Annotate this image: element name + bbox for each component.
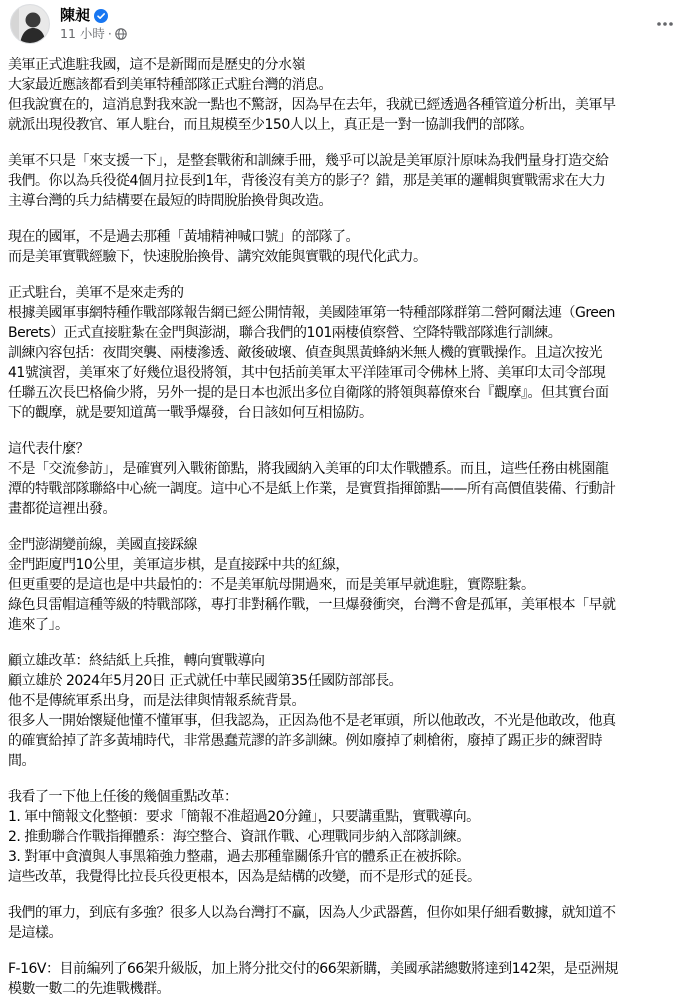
post-text-line: 金門澎湖變前線，美國直接踩線 <box>8 537 197 553</box>
verified-badge-icon <box>94 8 108 22</box>
meta-separator: · <box>107 26 112 41</box>
post-paragraph <box>8 535 688 635</box>
post-paragraph <box>8 903 688 943</box>
post-text-line: 模數一數二的先進戰機群。 <box>8 981 170 997</box>
post-paragraph <box>8 227 688 267</box>
post-paragraph <box>8 55 688 135</box>
post-text-line: 顧立雄於 2024年5月20日 正式就任中華民國第35任國防部部長。 <box>8 673 403 689</box>
post-text-line: F-16V：目前編列了66架升級版，加上將分批交付的66架新購，美國承諾總數將達到142架，是亞洲規 <box>8 961 618 977</box>
avatar-image <box>11 5 50 44</box>
author-row <box>60 6 127 24</box>
post-paragraph <box>8 151 688 211</box>
post-text-line: 不是「交流參訪」，是確實列入戰術節點，將我國納入美軍的印太作戰體系。而且，這些任務由桃園龍 <box>8 461 609 477</box>
more-dots-icon <box>655 14 675 34</box>
post-text-line: 進來了」。 <box>8 617 69 633</box>
post-text-line: 就派出現役教官、軍人駐台，而且規模至少150人以上，真正是一對一協訓我們的部隊。 <box>8 117 533 133</box>
post-text-line: 主導台灣的兵力結構要在最短的時間脫胎換骨與改造。 <box>8 193 332 209</box>
post-text-line: 美軍不只是「來支援一下」，是整套戰術和訓練手冊，幾乎可以說是美軍原汁原味為我們量身打造交給 <box>8 153 609 169</box>
globe-icon[interactable] <box>115 28 127 40</box>
post-paragraph <box>8 439 688 519</box>
post-body <box>8 55 688 999</box>
post-text-line: 現在的國軍，不是過去那種「黃埔精神喊口號」的部隊了。 <box>8 229 359 245</box>
post-text-line: 根據美國軍事網特種作戰部隊報告網已經公開情報，美國陸軍第一特種部隊群第二營阿爾法連（Green <box>8 305 615 321</box>
post-text-line: 畫都從這裡出發。 <box>8 501 116 517</box>
post-text-line: 他不是傳統軍系出身，而是法律與情報系統背景。 <box>8 693 305 709</box>
post-text-line: 41號演習，美軍來了好幾位退役將領，其中包括前美軍太平洋陸軍司令佛林上將、美軍印太司令部現 <box>8 365 606 381</box>
post-text-line: 很多人一開始懷疑他懂不懂軍事，但我認為，正因為他不是老軍頭，所以他敢改，不光是他敢改，他真 <box>8 713 616 729</box>
post-paragraph <box>8 959 688 999</box>
post-text-line: 2. 推動聯合作戰指揮體系：海空整合、資訊作戰、心理戰同步納入部隊訓練。 <box>8 829 470 845</box>
post-text-line: 潭的特戰部隊聯絡中心統一調度。這中心不是紙上作業，是實質指揮節點——所有高價值裝備、行動計 <box>8 481 616 497</box>
post-text-line: 訓練內容包括：夜間突襲、兩棲滲透、敵後破壞、偵查與黑黃蜂納米無人機的實戰操作。且這次按光 <box>8 345 602 361</box>
post-header <box>8 0 693 52</box>
post-text-line: 這代表什麼？ <box>8 441 89 457</box>
post-text-line: 綠色貝雷帽這種等級的特戰部隊，專打非對稱作戰，一旦爆發衝突，台灣不會是孤軍，美軍根本「早就 <box>8 597 616 613</box>
post-paragraph <box>8 787 688 887</box>
post-paragraph <box>8 651 688 771</box>
post-text-line: 顧立雄改革：終結紙上兵推，轉向實戰導向 <box>8 653 265 669</box>
post-text-line: 這些改革，我覺得比拉長兵役更根本，因為是結構的改變，而不是形式的延長。 <box>8 869 481 885</box>
post-text-line: 1. 軍中簡報文化整頓：要求「簡報不准超過20分鐘」，只要講重點，實戰導向。 <box>8 809 480 825</box>
post-text-line: 正式駐台，美軍不是來走秀的 <box>8 285 184 301</box>
post-timestamp[interactable]: 11 小時 <box>60 26 105 41</box>
post-text-line: 但我說實在的，這消息對我來說一點也不驚訝，因為早在去年，我就已經透過各種管道分析出，美軍早 <box>8 97 616 113</box>
post-text-line: 但更重要的是這也是中共最怕的：不是美軍航母開過來，而是美軍早就進駐，實際駐紮。 <box>8 577 535 593</box>
post-text-line: 任聯五次長巴格倫少將，另外一提的是日本也派出多位自衛隊的將領與幕僚來台『觀摩』。但其實台面 <box>8 385 609 401</box>
more-options-button[interactable] <box>649 8 681 40</box>
post-meta <box>60 26 127 42</box>
author-name[interactable]: 陳昶 <box>60 6 91 24</box>
post-text-line: 我看了一下他上任後的幾個重點改革： <box>8 789 238 805</box>
post-paragraph <box>8 283 688 423</box>
post-text-line: Berets）正式直接駐紮在金門與澎湖，聯合我們的101兩棲偵察營、空降特戰部隊進行訓練。 <box>8 325 562 341</box>
post-text-line: 3. 對軍中貪瀆與人事黑箱強力整肅，過去那種靠關係升官的體系正在被拆除。 <box>8 849 470 865</box>
post-text-line: 的確實給掉了許多黃埔時代，非常愚蠢荒謬的許多訓練。例如廢掉了刺槍術，廢掉了踢正步的練習時 <box>8 733 602 749</box>
author-block <box>60 6 127 42</box>
post-text-line: 下的觀摩，就是要知道萬一戰爭爆發，台日該如何互相協防。 <box>8 405 373 421</box>
post-text-line: 大家最近應該都看到美軍特種部隊正式駐台灣的消息。 <box>8 77 332 93</box>
post-text-line: 是這樣。 <box>8 925 62 941</box>
post-text-line: 我們。你以為兵役從4個月拉長到1年，背後沒有美方的影子？錯，那是美軍的邏輯與實戰需求在大力 <box>8 173 606 189</box>
post-text-line: 金門距廈門10公里，美軍這步棋，是直接踩中共的紅線， <box>8 557 349 573</box>
post-text-line: 美軍正式進駐我國，這不是新聞而是歷史的分水嶺 <box>8 57 305 73</box>
post-text-line: 而是美軍實戰經驗下，快速脫胎換骨、講究效能與實戰的現代化武力。 <box>8 249 427 265</box>
post-text-line: 我們的軍力，到底有多強？很多人以為台灣打不贏，因為人少武器舊，但你如果仔細看數據，就知道不 <box>8 905 616 921</box>
post-text-line: 間。 <box>8 753 35 769</box>
avatar[interactable] <box>10 4 50 44</box>
